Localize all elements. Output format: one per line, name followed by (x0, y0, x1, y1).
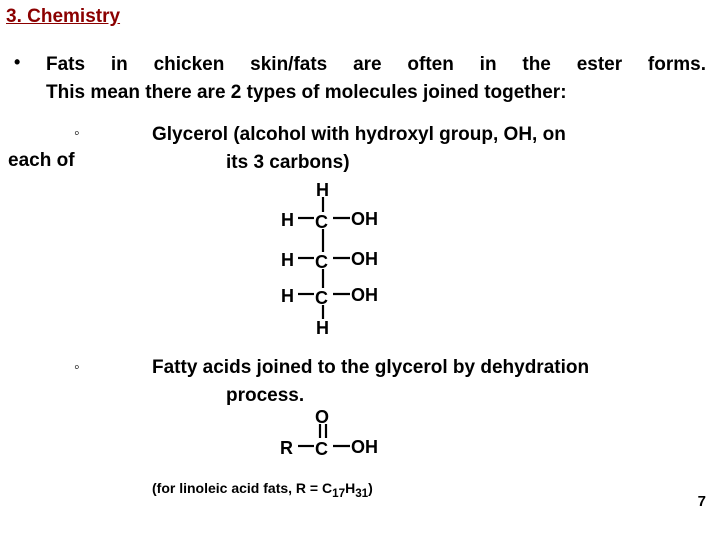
bullet-dot: • (14, 52, 21, 72)
intro-line-2: This mean there are 2 types of molecules joined together: (46, 82, 567, 103)
group-oh: OH (351, 437, 378, 457)
note-subscript-carbon: 17 (332, 486, 346, 500)
atom-c: C (315, 439, 328, 459)
atom-h: H (281, 210, 294, 230)
atom-o: O (315, 407, 330, 427)
lead-in-text: each of (8, 150, 75, 171)
linoleic-note (152, 480, 373, 500)
fatty-acid-line-1: Fatty acids joined to the glycerol by dehydration (152, 357, 590, 378)
intro-line-1: Fats in chicken skin/fats are often in the ester forms. (46, 54, 706, 75)
glycerol-line-2: its 3 carbons) (226, 152, 350, 173)
slide-heading: 3. Chemistry (6, 6, 121, 27)
sub-bullet-fatty-acid: ◦ (74, 359, 80, 376)
atom-r: R (280, 438, 293, 458)
group-oh: OH (351, 285, 378, 305)
note-subscript-hydrogen: 31 (355, 486, 369, 500)
page-number: 7 (697, 493, 706, 510)
note-mid: H (345, 480, 356, 496)
atom-h: H (281, 286, 294, 306)
atom-c: C (315, 252, 328, 272)
atom-h-top: H (316, 180, 329, 200)
note-prefix: (for linoleic acid fats, R = C (152, 480, 333, 496)
group-oh: OH (351, 209, 378, 229)
atom-c: C (315, 212, 328, 232)
atom-c: C (315, 288, 328, 308)
atom-h-bottom: H (316, 318, 329, 338)
fatty-acid-line-2: process. (226, 385, 305, 406)
atom-h: H (281, 250, 294, 270)
fatty-acid-structure (280, 407, 378, 459)
sub-bullet-glycerol: ◦ (74, 125, 80, 142)
note-suffix: ) (368, 480, 373, 496)
group-oh: OH (351, 249, 378, 269)
glycerol-line-1: Glycerol (alcohol with hydroxyl group, OH, on (152, 124, 566, 145)
